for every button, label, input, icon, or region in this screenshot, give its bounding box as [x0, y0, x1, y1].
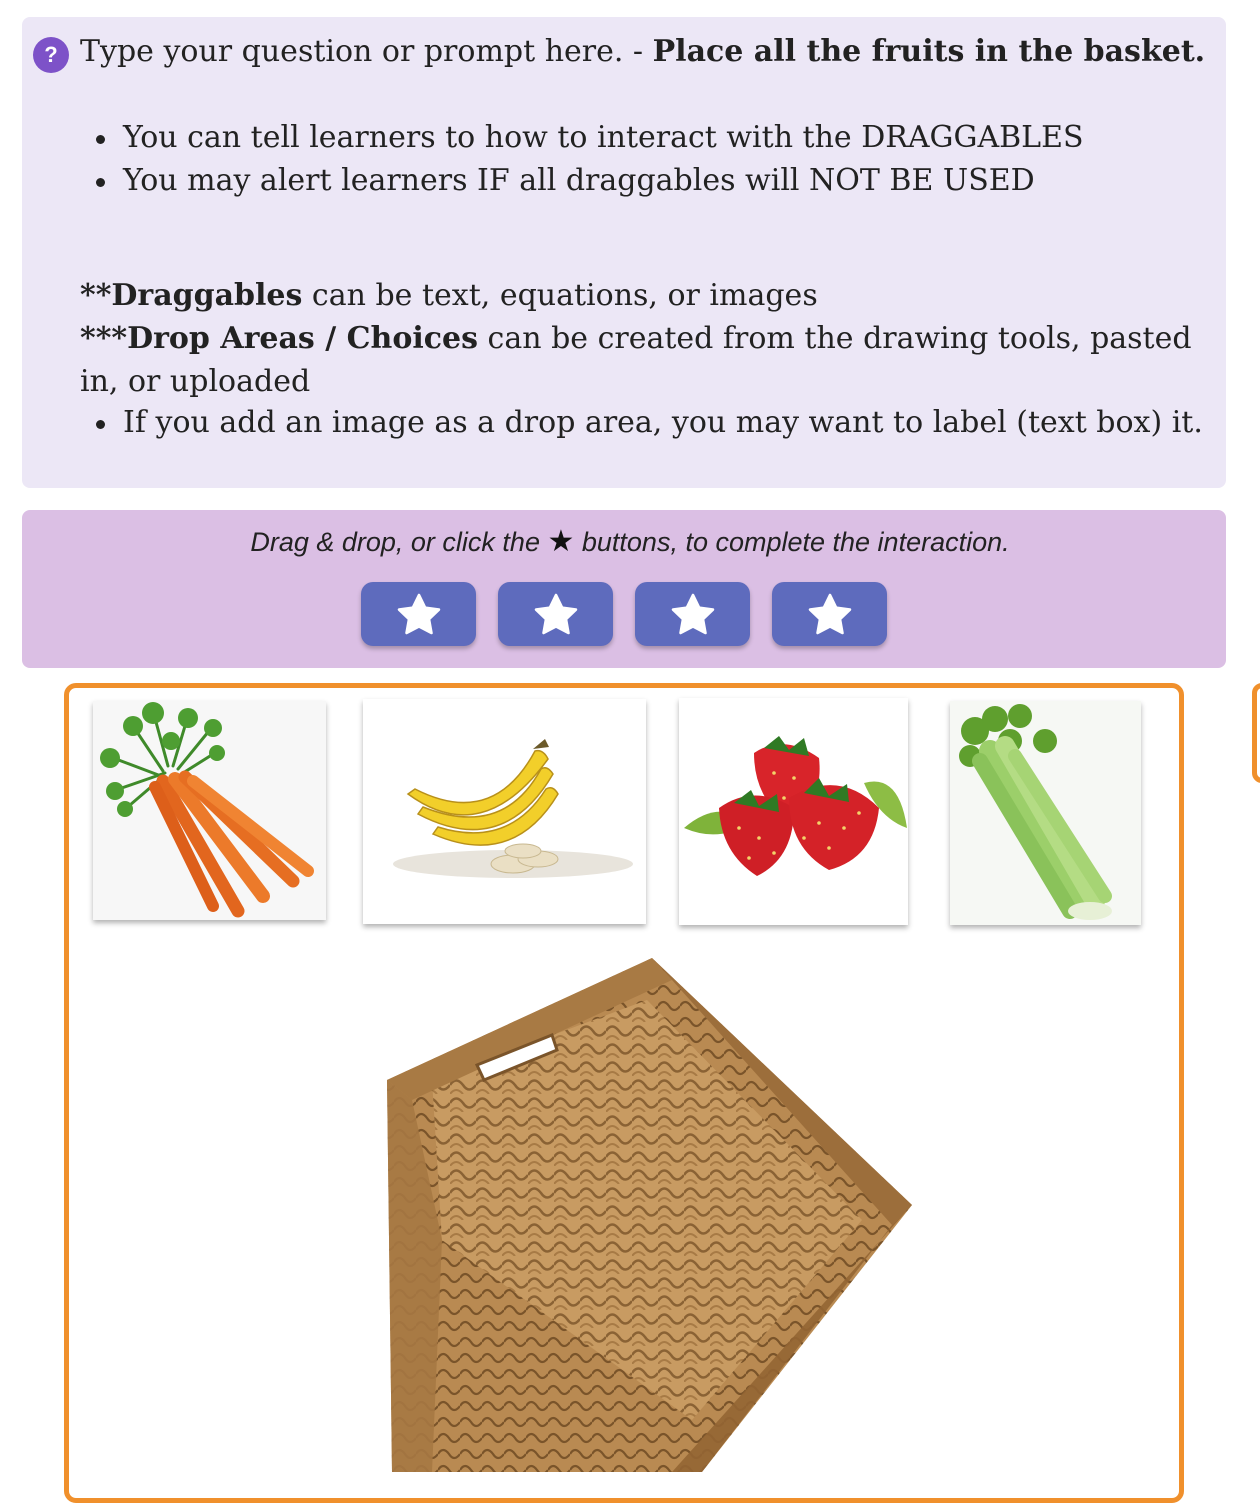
draggable-strawberries[interactable]: [679, 698, 908, 925]
help-icon[interactable]: ?: [33, 37, 69, 73]
draggable-bananas[interactable]: [363, 699, 646, 924]
drop-areas-note-text: can be created from the drawing tools, pasted in, or uploaded: [80, 321, 1192, 399]
draggable-celery[interactable]: [950, 701, 1141, 925]
carrots-image: [93, 701, 326, 920]
drop-area-bullet: If you add an image as a drop area, you may want to label (text box) it.: [80, 402, 1203, 445]
prompt-text: [80, 32, 1205, 72]
prompt-bullet: You can tell learners to how to interact with the DRAGGABLES: [80, 117, 1084, 160]
drop-areas-note-bold: ***Drop Areas / Choices: [80, 321, 478, 356]
adjacent-panel-edge: [1252, 683, 1260, 783]
draggables-note-bold: **Draggables: [80, 278, 303, 313]
prompt-lead: Type your question or prompt here. -: [80, 34, 653, 69]
star-icon: [396, 592, 442, 636]
instruction-text-after: buttons, to complete the interaction.: [574, 527, 1010, 557]
instruction-text-before: Drag & drop, or click the: [250, 527, 548, 557]
prompt-bullet-list: [80, 117, 1084, 202]
basket-image: [372, 950, 932, 1472]
bananas-image: [363, 699, 646, 924]
star-icon: [807, 592, 853, 636]
draggables-note: [80, 274, 818, 317]
star-button-4[interactable]: [772, 582, 887, 646]
celery-image: [950, 701, 1141, 925]
star-button-2[interactable]: [498, 582, 613, 646]
instruction-text: [0, 522, 1260, 562]
star-icon: [670, 592, 716, 636]
star-button-3[interactable]: [635, 582, 750, 646]
draggables-note-text: can be text, equations, or images: [302, 278, 818, 313]
draggable-carrots[interactable]: [93, 701, 326, 920]
prompt-bullet: You may alert learners IF all draggables will NOT BE USED: [80, 160, 1084, 203]
prompt-emphasis: Place all the fruits in the basket.: [652, 34, 1206, 69]
drop-area-basket[interactable]: [372, 950, 932, 1476]
drop-area-bullet-list: [80, 402, 1203, 445]
star-icon: [533, 592, 579, 636]
drop-areas-note: [80, 317, 1200, 403]
star-button-1[interactable]: [361, 582, 476, 646]
strawberries-image: [679, 698, 908, 925]
star-icon: ★: [547, 525, 575, 558]
